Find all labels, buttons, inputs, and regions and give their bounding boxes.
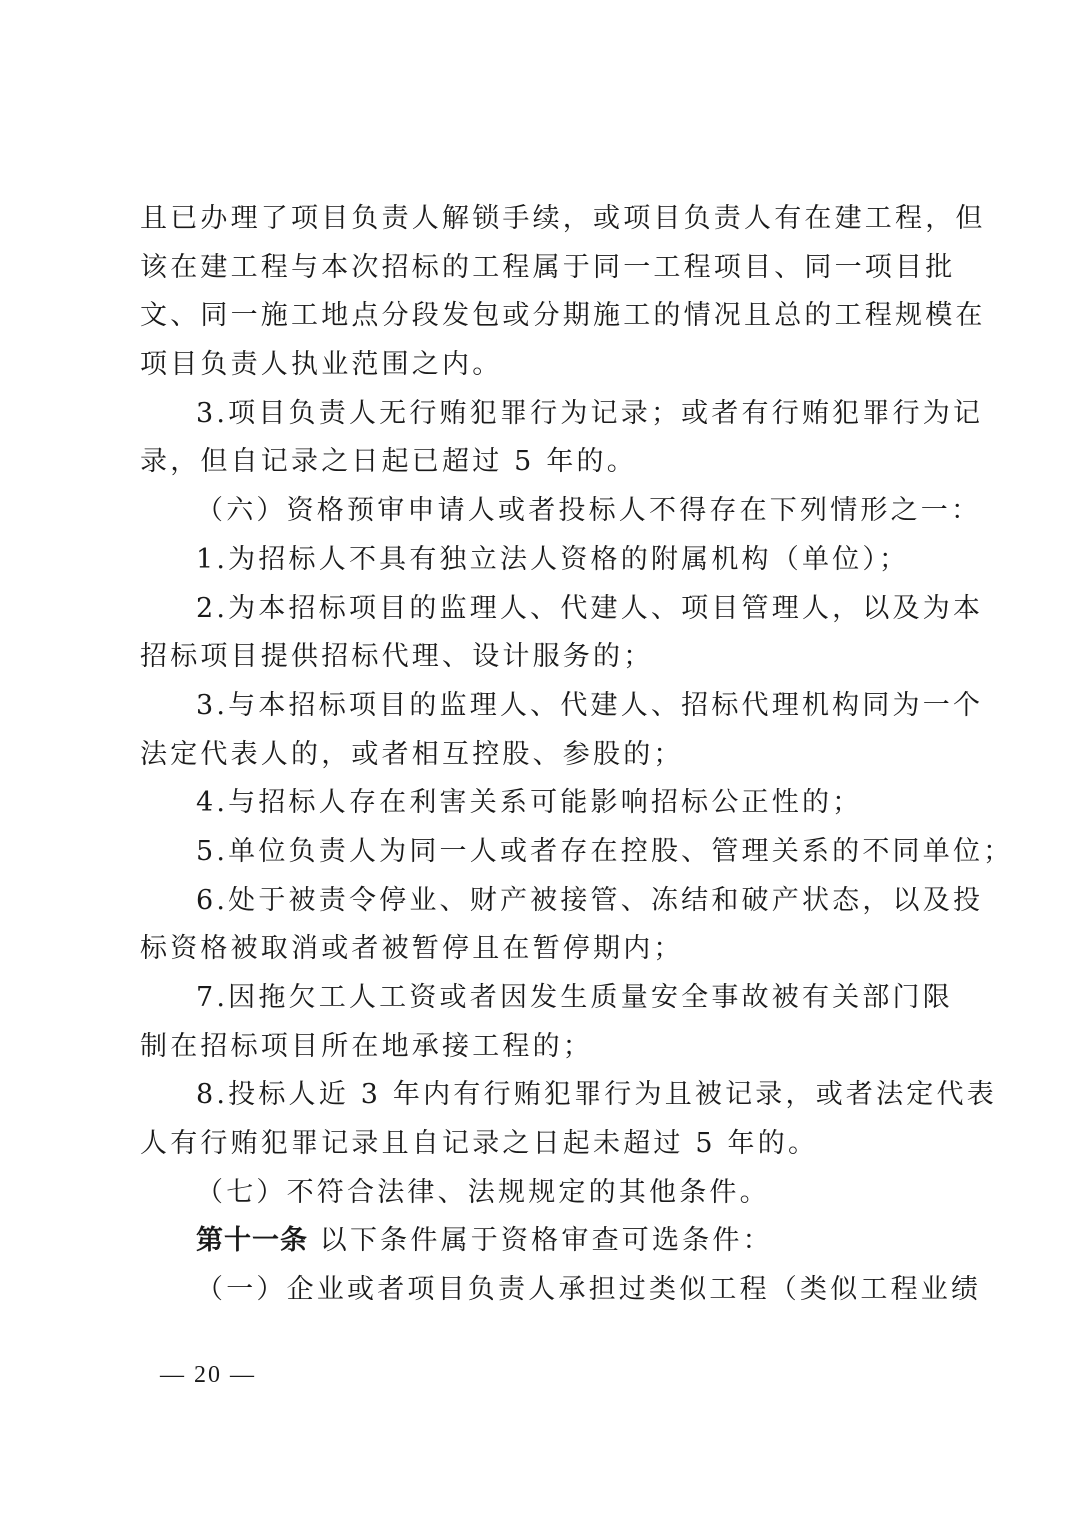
text-line: 3.项目负责人无行贿犯罪行为记录；或者有行贿犯罪行为记 bbox=[196, 397, 984, 429]
text-line: 录，但自记录之日起已超过 5 年的。 bbox=[140, 446, 637, 478]
text-line: 该在建工程与本次招标的工程属于同一工程项目、同一项目批 bbox=[140, 251, 956, 283]
article-heading-line bbox=[140, 1217, 940, 1266]
text-line: （七）不符合法律、法规规定的其他条件。 bbox=[196, 1176, 770, 1208]
text-line: 文、同一施工地点分段发包或分期施工的情况且总的工程规模在 bbox=[140, 300, 986, 332]
text-line: （六）资格预审申请人或者投标人不得存在下列情形之一： bbox=[196, 495, 982, 527]
article-text: 以下条件属于资格审查可选条件： bbox=[308, 1225, 773, 1257]
text-line: 2.为本招标项目的监理人、代建人、项目管理人，以及为本 bbox=[196, 592, 984, 624]
text-line: 人有行贿犯罪记录且自记录之日起未超过 5 年的。 bbox=[140, 1128, 819, 1160]
text-line: 制在招标项目所在地承接工程的； bbox=[140, 1030, 593, 1062]
page-number: — 20 — bbox=[160, 1362, 256, 1388]
text-line: 5.单位负责人为同一人或者存在控股、管理关系的不同单位； bbox=[196, 835, 1014, 867]
text-line: 招标项目提供招标代理、设计服务的； bbox=[140, 641, 654, 673]
text-line: 法定代表人的，或者相互控股、参股的； bbox=[140, 738, 684, 770]
text-line: 3.与本招标项目的监理人、代建人、招标代理机构同为一个 bbox=[196, 689, 984, 721]
text-line: 8.投标人近 3 年内有行贿犯罪行为且被记录，或者法定代表 bbox=[196, 1079, 997, 1111]
text-line: （一）企业或者项目负责人承担过类似工程（类似工程业绩 bbox=[196, 1274, 982, 1306]
article-number: 第十一条 bbox=[196, 1225, 308, 1257]
text-line: 1.为招标人不具有独立法人资格的附属机构（单位）； bbox=[196, 543, 910, 575]
document-body bbox=[140, 195, 1014, 1315]
text-line: 标资格被取消或者被暂停且在暂停期内； bbox=[140, 933, 684, 965]
text-line: 项目负责人执业范围之内。 bbox=[140, 349, 503, 381]
text-line: 且已办理了项目负责人解锁手续，或项目负责人有在建工程，但 bbox=[140, 203, 986, 234]
text-line: 6.处于被责令停业、财产被接管、冻结和破产状态，以及投 bbox=[196, 884, 984, 916]
text-line: 7.因拖欠工人工资或者因发生质量安全事故被有关部门限 bbox=[196, 982, 953, 1013]
text-line: 4.与招标人存在利害关系可能影响招标公正性的； bbox=[196, 787, 863, 819]
